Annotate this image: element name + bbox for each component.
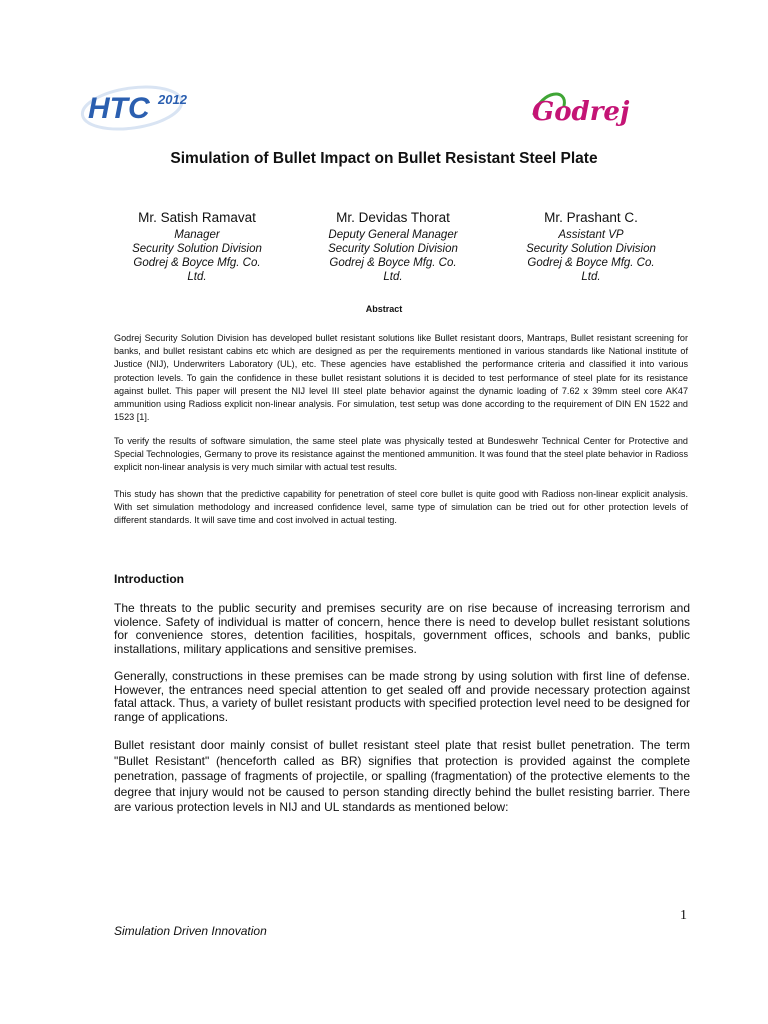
author-company-suffix: Ltd. [187,271,207,283]
author-company: Godrej & Boyce Mfg. Co. [133,257,261,269]
footer-text: Simulation Driven Innovation [114,924,267,938]
paper-title: Simulation of Bullet Impact on Bullet Resistant Steel Plate [170,150,598,167]
abstract-heading: Abstract [365,304,403,314]
htc-logo-text: HTC [88,92,150,125]
author-3 [506,210,676,284]
godrej-logo [528,84,638,136]
author-division: Security Solution Division [526,243,656,255]
author-name: Mr. Satish Ramavat [138,210,256,225]
author-role: Assistant VP [558,229,624,241]
page-number: 1 [680,908,687,923]
htc-logo-year: 2012 [158,92,187,107]
author-1 [112,210,282,284]
abstract-paragraph-1: Godrej Security Solution Division has developed bullet resistant solutions like Bullet resistant doors, Mantraps, Bullet resistant screening for banks, and bullet resistant cabins etc which are designed as per the requirements mentioned in various standards like National institute of Justice (NIJ), Underwriters Laboratory (UL), etc. These agencies have established the performance criteria and classified it into various protection levels. To gain the confidence in these bullet resistant solutions it is decided to test performance of steel plate for its resistance against bullet. This paper will present the NIJ level III steel plate behavior against the dynamic loading of 7.62 x 39mm steel core AK47 ammunition using Radioss explicit non-linear analysis. For simulation, test setup was done according to the requirement of DIN EN 1522 and 1523 [1]. [114,333,688,423]
introduction-heading: Introduction [114,572,184,586]
author-company: Godrej & Boyce Mfg. Co. [329,257,457,269]
abstract-paragraph-2: To verify the results of software simulation, the same steel plate was physically tested at Bundeswehr Technical Center for Protective and Special Technologies, Germany to prove its resistance against the mentioned ammunition. It was found that the steel plate behavior in Radioss explicit non-linear analysis is very much similar with actual test results. [114,436,688,473]
author-division: Security Solution Division [132,243,262,255]
author-company: Godrej & Boyce Mfg. Co. [527,257,655,269]
introduction-paragraph-2: Generally, constructions in these premises can be made strong by using solution with first line of defense. However, the entrances need special attention to get sealed off and provide necessary protection against fatal attack. Thus, a variety of bullet resistant products with specified protection level need to be designed for range of applications. [114,669,690,724]
author-company-suffix: Ltd. [581,271,601,283]
author-division: Security Solution Division [328,243,458,255]
abstract-paragraph-3: This study has shown that the predictive capability for penetration of steel core bullet is quite good with Radioss non-linear explicit analysis. With set simulation methodology and increased confidence level, same type of simulation can be tried out for other protection levels of different standards. It will save time and cost involved in actual testing. [114,489,688,526]
author-name: Mr. Prashant C. [544,210,638,225]
introduction-paragraph-3: Bullet resistant door mainly consist of bullet resistant steel plate that resist bullet penetration. The term "Bullet Resistant" (henceforth called as BR) signifies that protection is provided against the complete penetration, passage of fragments of projectile, or spalling (fragmentation) of the protective elements to the degree that injury would not be caused to person standing directly behind the bullet resisting barrier. There are various protection levels in NIJ and UL standards as mentioned below: [114,738,690,814]
godrej-logo-text: Godrej [532,97,630,127]
author-role: Manager [174,229,220,241]
author-2 [308,210,478,284]
author-company-suffix: Ltd. [383,271,403,283]
htc-logo [80,80,200,132]
introduction-paragraph-1: The threats to the public security and premises security are on rise because of increasing terrorism and violence. Safety of individual is matter of concern, hence there is need to develop bullet resistant solutions for convenience stores, detention facilities, hospitals, government offices, schools and banks, public installations, military applications and sensitive premises. [114,601,690,656]
author-role: Deputy General Manager [328,229,458,241]
author-name: Mr. Devidas Thorat [336,210,450,225]
